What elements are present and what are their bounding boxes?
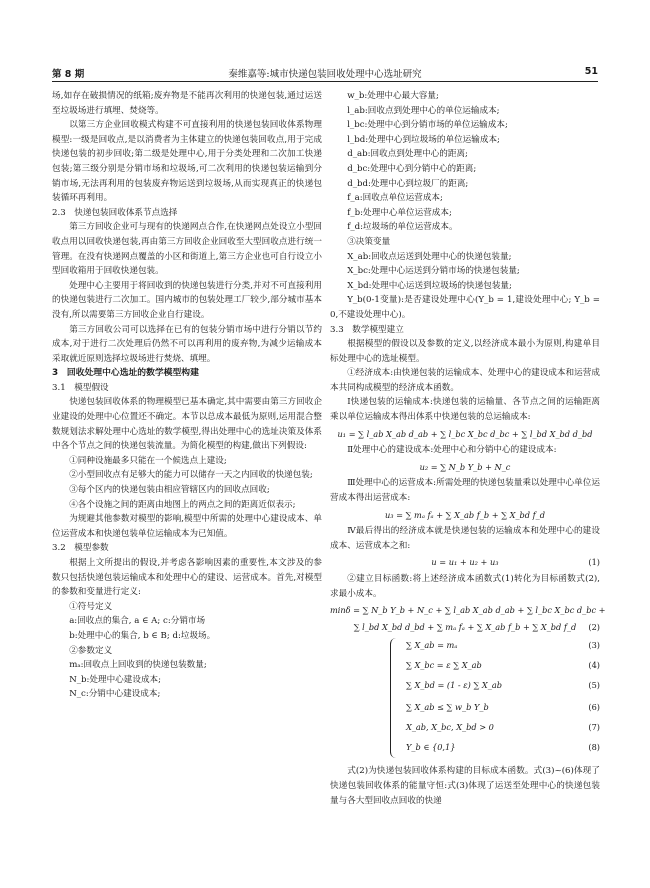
equation-operating-cost: u₃ = ∑ mₐ fₐ + ∑ X_ab f_b + ∑ X_bd f_d	[384, 509, 546, 520]
constraint: ∑ X_bd = (1 - ε) ∑ X_ab	[406, 680, 502, 691]
running-header	[52, 63, 598, 82]
objective-function-line2	[330, 620, 600, 635]
paragraph: Ⅰ快递包装的运输成本:快递包装的运输量、各节点之间的运输距离乘以单位运输成本得出体系中快递包装的总运输成本:	[330, 397, 600, 423]
definition-item: N_c:分销中心建设成本;	[69, 689, 161, 700]
constraint: X_ab, X_bc, X_bd > 0	[406, 722, 494, 733]
paragraph: Ⅳ最后得出的经济成本就是快递包装的运输成本和处理中心的建设成本、运营成本之和:	[330, 526, 600, 551]
definition-item: w_b:处理中心最大容量;	[347, 91, 439, 101]
assumption-item: ④各个设施之间的距离由地图上的两点之间的距离近似表示;	[69, 499, 296, 510]
constraint: Y_b ∈ {0,1}	[406, 742, 456, 753]
equation-number: (6)	[588, 702, 600, 713]
paragraph: ①经济成本:由快递包装的运输成本、处理中心的建设成本和运营成本共同构成模型的经济成本函数。	[330, 368, 600, 393]
equation-body: u = u₁ + u₂ + u₃	[431, 557, 499, 568]
constraint-row	[406, 658, 600, 675]
article-title: 秦维嘉等:城市快递包装回收处理中心选址研究	[228, 69, 422, 80]
definition-item: f_a:回收点单位运营成本;	[347, 193, 443, 204]
constraint-row	[406, 700, 600, 717]
subsection-heading: 3.2 模型参数	[52, 543, 109, 554]
paragraph: 场,如存在破损情况的纸箱;废弃物是不能再次利用的快递包装,通过运送至垃圾场进行填埋、焚烧等。	[52, 91, 322, 116]
page-number: 51	[584, 66, 598, 77]
subsection-heading: 3.3 数学模型建立	[330, 324, 404, 335]
definition-item: l_ab:回收点到处理中心的单位运输成本;	[347, 105, 500, 116]
paragraph: 第三方回收公司可以选择在已有的包装分销市场中进行分销以节约成本,对于进行二次处理后仍然不可以再利用的废弃物,为减少运输成本采取就近原则选择垃圾场进行焚烧、填埋。	[52, 324, 322, 364]
definition-heading: ③决策变量	[347, 236, 391, 247]
paragraph: 快递包装回收体系的物理模型已基本确定,其中需要由第三方回收企业建设的处理中心位置还不确定。本节以总成本最低为原则,运用混合整数规划法求解处理中心选址的数学模型,得出处理中心的选址决策及体系中各个节点之间的快递包装流量。为简化模型的构建,做出下列假设:	[52, 397, 322, 452]
definition-item: d_bd:处理中心到垃圾厂的距离;	[347, 178, 469, 189]
paragraph: 处理中心主要用于将回收到的快递包装进行分类,并对不可直接利用的快递包装进行二次加工。国内城市的包装处理工厂较少,部分城市基本没有,所以需要第三方回收企业自行建设。	[52, 280, 322, 320]
objective-function-line1: minδ = ∑ N_b Y_b + N_c + ∑ l_ab X_ab d_ab + ∑ l_bc X_bc d_bc +	[330, 605, 606, 616]
definition-heading: ②参数定义	[69, 645, 113, 656]
paragraph: Ⅱ处理中心的建设成本:处理中心和分销中心的建设成本:	[347, 445, 557, 456]
constraint-row	[406, 678, 600, 695]
equation-number: (3)	[588, 640, 600, 651]
constraint: ∑ X_ab ≤ ∑ w_b Y_b	[406, 702, 489, 713]
definition-heading: ①符号定义	[69, 601, 113, 612]
equation-number: (4)	[588, 660, 600, 671]
section-heading: 3 回收处理中心选址的数学模型构建	[52, 368, 199, 379]
definition-item: l_bc:处理中心到分销市场的单位运输成本;	[347, 120, 508, 131]
definition-item: X_ab:回收点运送到处理中心的快递包装量;	[347, 251, 512, 262]
assumption-item: ①同种设施最多只能在一个候选点上建设;	[69, 455, 227, 466]
equation-number: (7)	[588, 722, 600, 733]
subsection-heading: 2.3 快递包装回收体系节点选择	[52, 207, 178, 218]
constraint: ∑ X_ab = mₐ	[406, 640, 458, 651]
definition-item: X_bc:处理中心运送到分销市场的快递包装量;	[347, 266, 520, 277]
right-column	[330, 89, 606, 808]
equation-number: (1)	[588, 557, 600, 568]
issue-number: 第 8 期	[52, 69, 85, 80]
definition-item: b:处理中心的集合, b ∈ B; d:垃圾场。	[69, 630, 216, 641]
definition-item: a:回收点的集合, a ∈ A; c:分销市场	[69, 616, 206, 627]
equation-body: ∑ l_bd X_bd d_bd + ∑ mₐ fₐ + ∑ X_ab f_b + ∑ X_bd f_d	[353, 621, 577, 632]
paragraph: 第三方回收企业可与现有的快递网点合作,在快递网点处设立小型回收点用以回收快递包装,再由第三方回收企业回收至大型回收点进行统一管理。在没有快递网点覆盖的小区和街道上,第三方企业也可自行设立小型回收箱用于回收快递包装。	[52, 222, 322, 277]
paragraph: 根据模型的假设以及参数的定义,以经济成本最小为原则,构建单目标处理中心的选址模型。	[330, 339, 600, 364]
left-column	[52, 89, 322, 702]
definition-item: Y_b(0-1变量):是否建设处理中心(Y_b = 1,建设处理中心; Y_b = 0,不建设处理中心)。	[330, 295, 600, 320]
constraint-row	[406, 740, 600, 757]
definition-item: d_bc:处理中心到分销中心的距离;	[347, 163, 477, 174]
definition-item: l_bd:处理中心到垃圾场的单位运输成本;	[347, 134, 500, 145]
definition-item: X_bd:处理中心运送到垃圾场的快递包装量;	[347, 280, 512, 291]
equation-transport-cost: u₁ = ∑ l_ab X_ab d_ab + ∑ l_bc X_bc d_bc + ∑ l_bd X_bd d_bd	[337, 428, 593, 439]
constraint-row	[406, 638, 600, 655]
subsection-heading: 3.1 模型假设	[52, 382, 109, 393]
paragraph: 以第三方企业回收模式构建不可直接利用的快递包装回收体系物理模型:一级是回收点,是以消费者为主体建立的快递包装回收点,用于完成快递包装的初步回收;第二级是处理中心,用于分类处理和二次加工快递包装;第三级分别是分销市场和垃圾场,可二次利用的快递包装运输到分销市场,无法再利用的包装废弃物运送到垃圾场,从而实现真正的快递包装循环再利用。	[52, 120, 322, 204]
definition-item: N_b:处理中心建设成本;	[69, 674, 162, 685]
definition-item: f_b:处理中心单位运营成本;	[347, 207, 452, 218]
paragraph: 根据上文所提出的假设,并考虑各影响因素的重要性,本文涉及的参数只包括快递包装运输成本和处理中心的建设、运营成本。首先,对模型的参数和变量进行定义:	[52, 558, 322, 598]
assumption-item: ②小型回收点有足够大的能力可以储存一天之内回收的快递包装;	[69, 470, 313, 481]
equation-total-cost	[330, 555, 600, 570]
definition-item: mₐ:回收点上回收到的快递包装数量;	[69, 660, 207, 671]
equation-number: (8)	[588, 742, 600, 753]
equation-construction-cost: u₂ = ∑ N_b Y_b + N_c	[419, 461, 511, 472]
paragraph: 为规避其他参数对模型的影响,模型中所需的处理中心建设成本、单位运营成本和快递包装单位运输成本为已知值。	[52, 514, 322, 539]
constraint-row	[406, 720, 600, 737]
paragraph: ②建立目标函数:将上述经济成本函数式(1)转化为目标函数式(2),求最小成本。	[330, 574, 600, 599]
assumption-item: ③每个区内的快递包装由相应管辖区内的回收点回收;	[69, 485, 270, 496]
definition-item: f_d:垃圾场的单位运营成本。	[347, 222, 458, 233]
left-brace	[390, 638, 399, 758]
paragraph: 式(2)为快递包装回收体系构建的目标成本函数。式(3)~(6)体现了快递包装回收体系的能量守恒:式(3)体现了运送至处理中心的快递包装量与各大型回收点回收的快递	[330, 766, 600, 806]
equation-number: (2)	[588, 621, 600, 632]
definition-item: d_ab:回收点到处理中心的距离;	[347, 149, 468, 160]
equation-number: (5)	[588, 680, 600, 691]
constraint-system	[330, 638, 600, 760]
paragraph: Ⅲ处理中心的运营成本:所需处理的快递包装量乘以处理中心单位运营成本得出运营成本:	[330, 478, 600, 504]
constraint: ∑ X_bc = ε ∑ X_ab	[406, 660, 482, 671]
